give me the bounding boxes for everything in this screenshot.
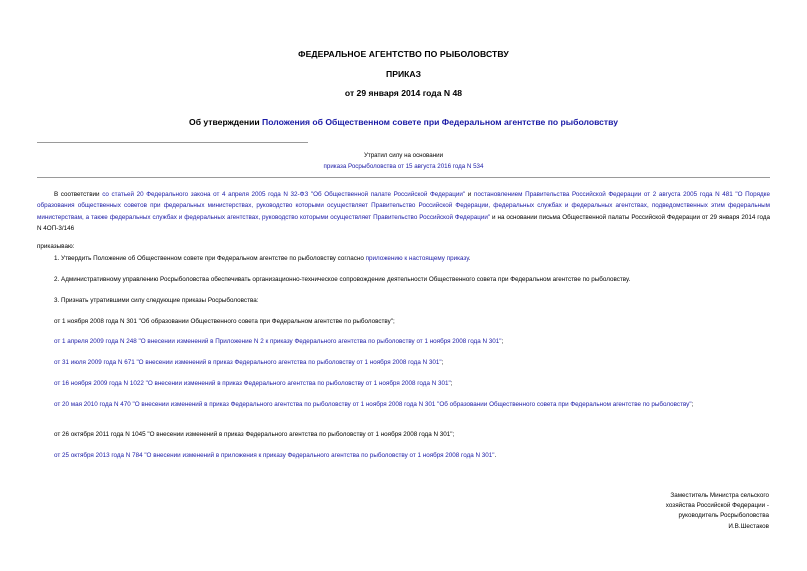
item-3: 3. Признать утратившими силу следующие приказы Росрыболовства: — [54, 297, 259, 304]
intro-paragraph — [37, 189, 770, 235]
intro-decree-link[interactable]: постановлением Правительства Российской Федерации от 2 августа 2005 года N 481 "О Порядке образования общественных советов при федеральных министерствах, руководство которыми осуществляет Правительство Российской Федерации, федеральных службах и федеральных агентствах, подведомственных этим федеральным министерствам, а также федеральных службах и федеральных агентствах, руководство которыми осуществляет Правительство Российской Федерации" — [37, 191, 770, 221]
intro-law-link[interactable]: со статьей 20 Федерального закона от 4 апреля 2005 года N 32-ФЗ "Об Общественной палате Российской Федерации" — [102, 191, 466, 198]
lost-force-link-line — [0, 163, 807, 170]
lost-force-link[interactable]: приказа Росрыболовства от 15 августа 2016 года N 534 — [323, 163, 484, 170]
repealed-order-4-end: ; — [450, 380, 453, 387]
divider-short — [37, 142, 308, 143]
intro-text-3: и на основании письма Общественной палаты Российской Федерации от 29 января 2014 года N 4ОП-3/146 — [37, 213, 770, 233]
item-1-text: 1. Утвердить Положение об Общественном совете при Федеральном агентстве по рыболовству согласно — [54, 255, 366, 262]
repealed-order-2 — [54, 338, 503, 345]
title-prefix: Об утверждении — [189, 117, 263, 127]
order-word: приказываю: — [37, 243, 75, 250]
repealed-order-5-end: ; — [691, 401, 694, 408]
repealed-order-4-link[interactable]: от 16 ноября 2009 года N 1022 "О внесении изменений в приказ Федерального агентства по рыболовству от 1 ноября 2008 года N 301" — [54, 380, 451, 387]
intro-text-1: В соответствии — [54, 191, 103, 198]
repealed-order-2-link[interactable]: от 1 апреля 2009 года N 248 "О внесении изменений в Приложение N 2 к приказу Федерального агентства по рыболовству от 1 ноября 2008 года N 301" — [54, 338, 502, 345]
repealed-order-3-link[interactable]: от 31 июля 2009 года N 671 "О внесении изменений в приказ Федерального агентства по рыболовству от 1 ноября 2008 года N 301" — [54, 359, 442, 366]
repealed-order-3 — [54, 359, 443, 366]
agency-heading: ФЕДЕРАЛЬНОЕ АГЕНТСТВО ПО РЫБОЛОВСТВУ — [298, 49, 509, 59]
document-title — [0, 117, 807, 127]
doc-type-heading: ПРИКАЗ — [386, 69, 421, 79]
repealed-order-7-end: . — [494, 452, 497, 459]
item-1-end: . — [468, 255, 471, 262]
appendix-link[interactable]: приложению к настоящему приказу — [365, 255, 469, 262]
repealed-order-5-link[interactable]: от 20 мая 2010 года N 470 "О внесении изменений в приказ Федерального агентства по рыболовству от 1 ноября 2008 года N 301 "Об образовании Общественного совета при Федеральном агентстве по рыболовству" — [54, 401, 692, 408]
repealed-order-5 — [37, 399, 770, 410]
date-number-heading: от 29 января 2014 года N 48 — [344, 88, 463, 98]
signature-line-2: хозяйства Российской Федерации - — [665, 502, 769, 510]
signature-line-3: руководитель Росрыболовства — [678, 512, 769, 520]
repealed-order-4 — [54, 380, 453, 387]
intro-text-2: и — [465, 191, 474, 198]
title-link[interactable]: Положения об Общественном совете при Федеральном агентстве по рыболовству — [262, 117, 618, 127]
repealed-order-7-link[interactable]: от 25 октября 2013 года N 784 "О внесении изменений в приложения к приказу Федерального агентства по рыболовству от 1 ноября 2008 года N 301" — [54, 452, 495, 459]
signature-name: И.В.Шестаков — [728, 522, 769, 530]
divider-long — [37, 177, 770, 178]
signature-line-1: Заместитель Министра сельского — [670, 492, 769, 499]
lost-force-note: Утратил силу на основании — [363, 152, 444, 159]
repealed-order-2-end: ; — [501, 338, 504, 345]
repealed-order-7 — [54, 452, 496, 459]
item-2: 2. Административному управлению Росрыболовства обеспечивать организационно-техническое сопровождение деятельности Общественного совета при Федеральном агентстве по рыболовству. — [54, 276, 631, 283]
repealed-order-6: от 26 октября 2011 года N 1045 "О внесении изменений в приказ Федерального агентства по рыболовству от 1 ноября 2008 года N 301"; — [54, 431, 455, 438]
item-1 — [54, 255, 471, 262]
repealed-order-3-end: ; — [441, 359, 444, 366]
signature-block — [609, 491, 769, 532]
repealed-order-1: от 1 ноября 2008 года N 301 "Об образовании Общественного совета при Федеральном агентстве по рыболовству"; — [54, 318, 395, 325]
